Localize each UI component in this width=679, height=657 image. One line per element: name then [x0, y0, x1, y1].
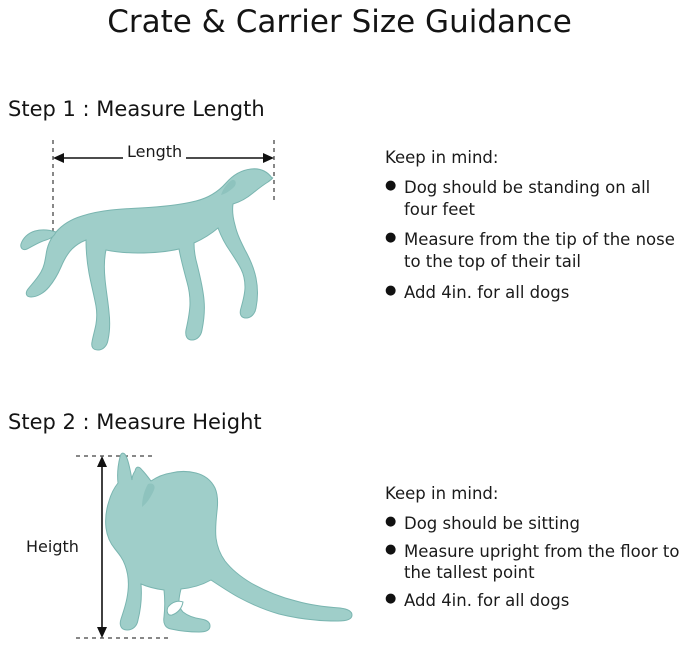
dog-standing-shape — [26, 169, 272, 350]
step-2-notes-header: Keep in mind: — [385, 484, 499, 503]
list-item — [385, 282, 679, 304]
bullet-icon: ● — [385, 230, 397, 246]
list-item-label: Dog should be standing on all four feet — [404, 177, 651, 219]
step-1-heading: Step 1 : Measure Length — [8, 97, 265, 121]
step-1-diagram — [20, 128, 365, 378]
step-1-notes — [385, 147, 679, 304]
list-item-label: Add 4in. for all dogs — [404, 591, 570, 611]
bullet-icon: ● — [385, 541, 397, 557]
list-item-label: Add 4in. for all dogs — [404, 282, 570, 302]
bullet-icon: ● — [385, 282, 397, 298]
length-label: Length — [123, 142, 186, 161]
height-label: Heigth — [22, 537, 83, 556]
list-item — [385, 229, 679, 273]
list-item-label: Measure upright from the floor to the tallest point — [404, 541, 679, 583]
standing-dog-illustration — [20, 128, 365, 378]
bullet-icon: ● — [385, 177, 397, 193]
dog-sitting-shape — [106, 453, 352, 632]
list-item — [385, 590, 679, 612]
step-1-notes-header: Keep in mind: — [385, 148, 499, 167]
bullet-icon: ● — [385, 513, 397, 529]
list-item — [385, 177, 679, 221]
height-double-arrow — [97, 456, 107, 638]
step-1-notes-list — [385, 177, 679, 304]
list-item — [385, 541, 679, 585]
list-item-label: Dog should be sitting — [404, 513, 580, 533]
step-2-notes-list — [385, 513, 679, 612]
step-2-diagram — [20, 440, 365, 655]
page-title: Crate & Carrier Size Guidance — [107, 4, 572, 40]
list-item — [385, 513, 679, 535]
step-2-notes — [385, 483, 679, 618]
list-item-label: Measure from the tip of the nose to the top of their tail — [404, 230, 675, 272]
bullet-icon: ● — [385, 591, 397, 607]
step-2-heading: Step 2 : Measure Height — [8, 410, 262, 434]
